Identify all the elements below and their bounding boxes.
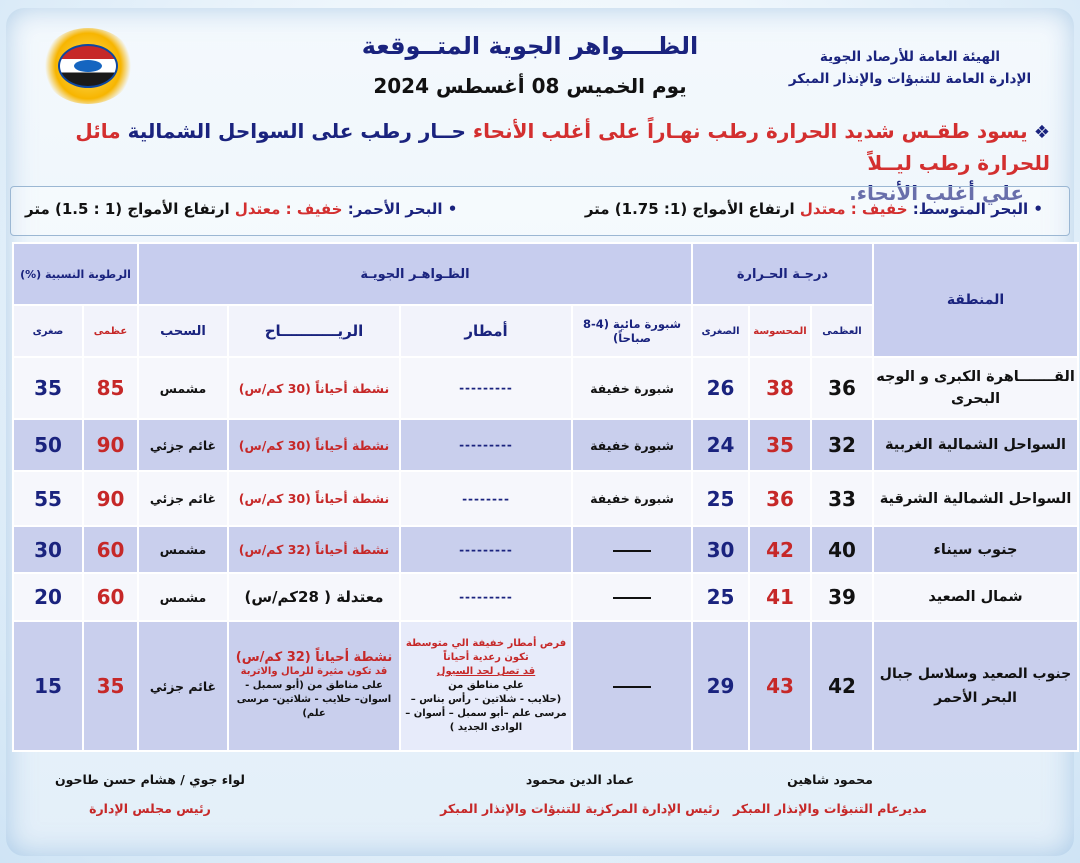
header-region: المنطقة (873, 243, 1078, 357)
table-row (13, 471, 1078, 526)
header-temperature: درجـة الحـرارة (692, 243, 873, 305)
temp-min: 25 (692, 573, 749, 621)
organization-name (780, 46, 1040, 90)
header-felt: المحسوسة (749, 305, 811, 357)
ema-logo (42, 28, 134, 104)
humidity-min: 30 (13, 526, 83, 573)
diamond-bullet-icon: ❖ (1027, 122, 1050, 143)
temp-min: 30 (692, 526, 749, 573)
wind-cell: نشطة أحياناً (32 كم/س) (228, 526, 400, 573)
humidity-min: 20 (13, 573, 83, 621)
rain-cell: -------- (400, 471, 572, 526)
humidity-min: 15 (13, 621, 83, 751)
rain-cell: --------- (400, 573, 572, 621)
ema-logo-emblem (58, 44, 118, 88)
humidity-min: 50 (13, 419, 83, 471)
temp-min: 26 (692, 357, 749, 419)
clouds-cell: مشمس (138, 526, 228, 573)
humidity-max: 90 (83, 471, 138, 526)
wind-cell: نشطة أحياناً (30 كم/س) (228, 471, 400, 526)
wind-details (229, 649, 399, 723)
header-rain: أمطار (400, 305, 572, 357)
header-wind: الريـــــــــــاح (228, 305, 400, 357)
summary-part-2: حــار رطب على السواحل الشمالية (127, 119, 466, 143)
humidity-min: 35 (13, 357, 83, 419)
rain-cell: --------- (400, 357, 572, 419)
header-humidity: الرطوبة النسبية (%) (13, 243, 138, 305)
forecast-table (12, 242, 1079, 752)
temp-felt: 42 (749, 526, 811, 573)
fog-cell: شبورة خفيفة (572, 419, 692, 471)
humidity-max: 85 (83, 357, 138, 419)
red-sea-value: خفيف : معتدل (234, 200, 343, 218)
header-phenomena: الظـواهـر الجويـة (138, 243, 692, 305)
summary-part-4: علي أغلب الأنحاء. (849, 181, 1024, 205)
med-sea-waves: ارتفاع الأمواج (1: 1.75) متر (584, 200, 795, 218)
header-hum-max: عظمى (83, 305, 138, 357)
rain-cell: --------- (400, 419, 572, 471)
humidity-max: 60 (83, 573, 138, 621)
clouds-cell: غائم جزئي (138, 419, 228, 471)
med-sea-value: خفيف : معتدل (799, 200, 908, 218)
fog-cell (572, 526, 692, 573)
table-row (13, 526, 1078, 573)
no-data-dash (613, 686, 651, 688)
temp-max: 39 (811, 573, 873, 621)
summary-part-1: يسود طقـس شديد الحرارة رطب نهـاراً على أغلب الأنحاء (465, 119, 1028, 143)
bullet-icon: • (442, 200, 458, 218)
temp-felt: 35 (749, 419, 811, 471)
region-cell: جنوب سيناء (873, 526, 1078, 573)
table-row (13, 419, 1078, 471)
temp-min: 24 (692, 419, 749, 471)
signature-1-name: محمود شاهين (787, 772, 873, 787)
temp-felt: 41 (749, 573, 811, 621)
temp-felt: 36 (749, 471, 811, 526)
signature-3-title: رئيس مجلس الإدارة (89, 801, 211, 816)
rain-line-2: تكون رعدية أحياناً (443, 652, 529, 663)
org-line-1: الهيئة العامة للأرصاد الجوية (819, 49, 1001, 65)
wind-cell: نشطة أحياناً (30 كم/س) (228, 419, 400, 471)
signature-3-name: لواء جوي / هشام حسن طاحون (54, 772, 246, 787)
fog-cell: شبورة خفيفة (572, 471, 692, 526)
rain-line-4: علي مناطق من (448, 680, 524, 691)
clouds-cell: مشمس (138, 573, 228, 621)
rain-line-3: قد تصل لحد السيول (436, 666, 536, 677)
rain-line-1: فرص أمطار خفيفة الي متوسطة (405, 638, 567, 649)
region-cell: جنوب الصعيد وسلاسل جبال البحر الأحمر (873, 621, 1078, 751)
rain-cell: --------- (400, 526, 572, 573)
humidity-max: 35 (83, 621, 138, 751)
wind-cell (228, 621, 400, 751)
bullet-icon: • (1028, 200, 1043, 218)
table-row (13, 357, 1078, 419)
rain-line-5: (حلايب - شلاتين - رأس بناس – مرسى علم –أبو سمبل – أسوان – الوادى الجديد ) (405, 694, 567, 733)
signature-3 (40, 772, 260, 816)
wind-line-1: نشطة أحياناً (32 كم/س) (235, 650, 393, 665)
humidity-max: 60 (83, 526, 138, 573)
signature-2-title: رئيس الإدارة المركزية للتنبؤات والإنذار المبكر (440, 801, 720, 816)
wind-cell: معتدلة ( 28كم/س) (228, 573, 400, 621)
humidity-min: 55 (13, 471, 83, 526)
org-line-2: الإدارة العامة للتنبؤات والإنذار المبكر (788, 71, 1032, 87)
clouds-cell: غائم جزئي (138, 621, 228, 751)
mediterranean-sea (585, 200, 1043, 218)
region-cell: شمال الصعيد (873, 573, 1078, 621)
med-sea-label: البحر المتوسط: (912, 200, 1029, 218)
temp-min: 29 (692, 621, 749, 751)
wind-line-2: قد تكون مثيرة للرمال والاتربة (240, 666, 388, 677)
header-clouds: السحب (138, 305, 228, 357)
region-cell: القـــــــاهرة الكبرى و الوجه البحرى (873, 357, 1078, 419)
temp-max: 40 (811, 526, 873, 573)
header-hum-min: صغرى (13, 305, 83, 357)
red-sea-label: البحر الأحمر: (347, 200, 443, 218)
table-row (13, 573, 1078, 621)
header-max: العظمى (811, 305, 873, 357)
signature-1-title: مديرعام التنبؤات والإنذار المبكر (732, 801, 928, 816)
no-data-dash (613, 550, 651, 552)
region-cell: السواحل الشمالية الغربية (873, 419, 1078, 471)
clouds-cell: مشمس (138, 357, 228, 419)
clouds-cell: غائم جزئي (138, 471, 228, 526)
table-row (13, 621, 1078, 751)
temp-max: 33 (811, 471, 873, 526)
page-title: الظــــواهر الجوية المتــوقعة (361, 32, 699, 60)
temp-felt: 38 (749, 357, 811, 419)
humidity-max: 90 (83, 419, 138, 471)
rain-details (401, 635, 571, 737)
temp-felt: 43 (749, 621, 811, 751)
summary-part-3: مائل للحرارة رطب ليــلاً (75, 119, 1050, 175)
red-sea (25, 200, 457, 218)
fog-cell (572, 621, 692, 751)
sea-conditions (10, 186, 1070, 236)
header-min: الصغرى (692, 305, 749, 357)
forecast-date: يوم الخميس 08 أغسطس 2024 (373, 74, 687, 98)
fog-cell (572, 573, 692, 621)
temp-max: 36 (811, 357, 873, 419)
wind-cell: نشطة أحياناً (30 كم/س) (228, 357, 400, 419)
rain-cell (400, 621, 572, 751)
temp-max: 32 (811, 419, 873, 471)
signature-2-name: عماد الدين محمود (525, 772, 635, 787)
header-fog: شبورة مائية (4-8 صباحاً) (572, 305, 692, 357)
red-sea-waves: ارتفاع الأمواج (1 : 1.5) متر (25, 200, 230, 218)
no-data-dash (613, 597, 651, 599)
temp-min: 25 (692, 471, 749, 526)
wind-line-3: على مناطق من (أبو سمبل - اسوان– حلايب - شلاتين- مرسى علم) (236, 680, 392, 719)
fog-cell: شبورة خفيفة (572, 357, 692, 419)
region-cell: السواحل الشمالية الشرقية (873, 471, 1078, 526)
signature-2 (400, 772, 760, 816)
temp-max: 42 (811, 621, 873, 751)
